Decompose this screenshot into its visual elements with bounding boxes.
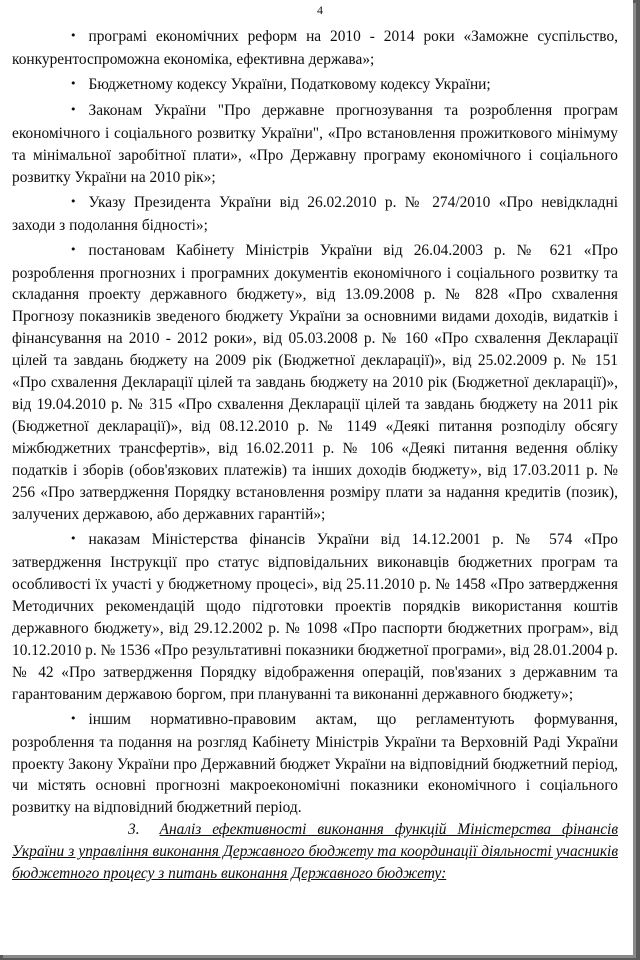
list-item-text: наказам Міністерства фінансів України від 14.12.2001 р. № 574 «Про затвердження Інструкції про статус відповідальних виконавців бюджетних програм та особливості їх участі у бюджетному процесі», від 25.11.2010 р. № 1458 «Про затвердження Методичних рекомендацій щодо підготовки проектів порядків використання коштів державного бюджету», від 29.12.2002 р. № 1098 «Про паспорти бюджетних програм», від 10.12.2010 р. № 1536 «Про результативні показники бюджетної програми», від 28.01.2004 р. № 42 «Про затвердження Порядку відображення операцій, пов'язаних з державним та гарантованим державою боргом, при плануванні та виконанні державного бюджету»;	[12, 530, 618, 703]
list-item	[12, 192, 618, 237]
bullet-icon: •	[70, 102, 77, 116]
list-item	[12, 240, 618, 526]
bullet-icon: •	[70, 194, 77, 208]
document-body	[12, 26, 618, 885]
list-item-text: іншим нормативно-правовим актам, що регламентують формування, розроблення та подання на розгляд Кабінету Міністрів України та Верховній Раді України проекту Закону України про Державний бюджет України на відповідний бюджетний період, чи містять основні прогнозні макроекономічні показники економічного і соціального розвитку на відповідний бюджетний період.	[12, 710, 618, 817]
list-item	[12, 74, 618, 97]
bullet-icon: •	[70, 76, 77, 90]
page-number: 4	[317, 3, 323, 17]
list-item	[12, 529, 618, 706]
list-item	[12, 26, 618, 71]
bullet-icon: •	[70, 242, 77, 256]
list-item	[12, 100, 618, 189]
bullet-icon: •	[70, 531, 77, 545]
section-number: 3.	[128, 821, 140, 839]
bullet-icon: •	[70, 711, 77, 725]
bullet-icon: •	[70, 29, 77, 42]
list-item-text: Указу Президента України від 26.02.2010 р. № 274/2010 «Про невідкладні заходи з подолання бідності»;	[12, 193, 618, 234]
list-item-text: програмі економічних реформ на 2010 - 2014 роки «Заможне суспільство, конкурентоспроможна економіка, ефективна держава»;	[12, 28, 618, 68]
section-title: Аналіз ефективності виконання функцій Міністерства фінансів України з управління виконання Державного бюджету та координації діяльності учасників бюджетного процесу з питань виконання Державного бюджету:	[12, 821, 618, 883]
list-item-text: Бюджетному кодексу України, Податковому кодексу України;	[88, 75, 491, 93]
list-item	[12, 709, 618, 820]
list-item-text: постановам Кабінету Міністрів України від 26.04.2003 р. № 621 «Про розроблення прогнозних і програмних документів економічного і соціального розвитку та складання проекту державного бюджету», від 13.09.2008 р. № 828 «Про схвалення Прогнозу показників зведеного бюджету України за основними видами доходів, видатків і фінансування на 2010 - 2012 роки», від 05.03.2008 р. № 160 «Про схвалення Декларації цілей та завдань бюджету на 2009 рік (Бюджетної декларації)», від 25.02.2009 р. № 151 «Про схвалення Декларації цілей та завдань бюджету на 2010 рік (Бюджетної декларації)», від 19.04.2010 р. № 315 «Про схвалення Декларації цілей та завдань бюджету на 2011 рік (Бюджетної декларації)», від 08.12.2010 р. № 1149 «Деякі питання розподілу обсягу міжбюджетних трансфертів», від 16.02.2011 р. № 106 «Деякі питання ведення обліку податків і зборів (обов'язкових платежів) та інших доходів бюджету», від 17.03.2011 р. № 256 «Про затвердження Порядку встановлення розміру плати за надання кредитів (позик), залучених державою, або державних гарантій»;	[12, 241, 618, 524]
list-item-text: Законам України "Про державне прогнозування та розроблення програм економічного і соціального розвитку України", «Про встановлення прожиткового мінімуму та мінімальної заробітної плати», «Про Державну програму економічного і соціального розвитку України на 2010 рік»;	[12, 101, 618, 186]
section-heading	[12, 819, 618, 885]
